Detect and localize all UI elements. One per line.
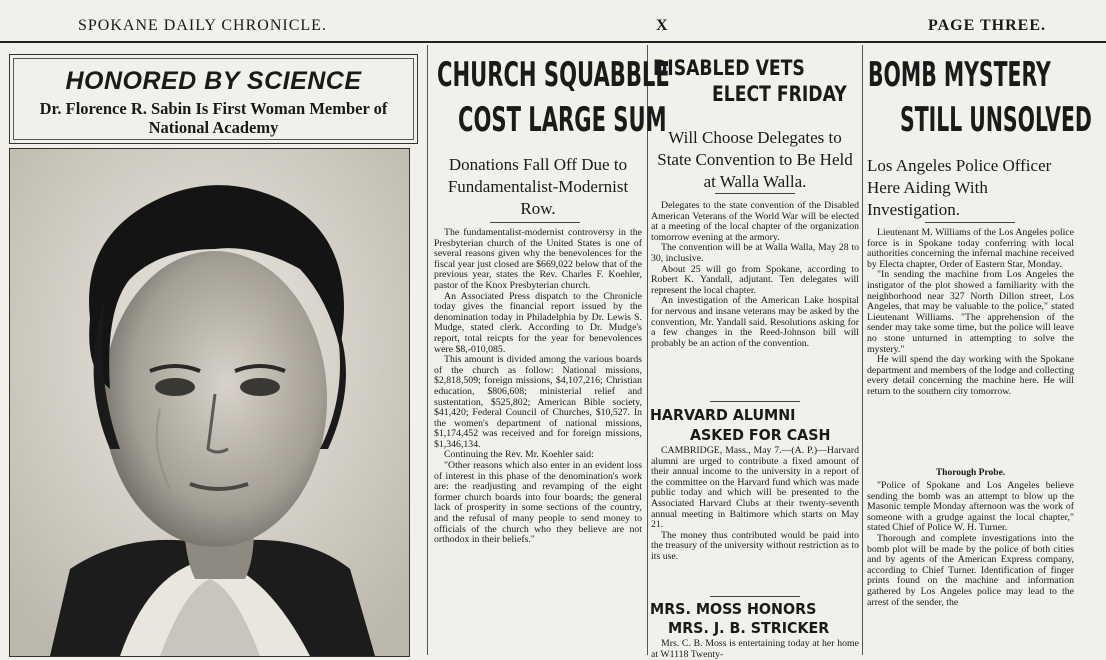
portrait-photo [9,148,410,657]
church-squabble-headline-1: CHURCH SQUABBLE [437,55,670,95]
thorough-probe-subhead: Thorough Probe. [935,468,1006,478]
deck-rule [490,222,580,223]
newspaper-name: SPOKANE DAILY CHRONICLE. [78,17,327,34]
paragraph: "In sending the machine from Los Angeles the instigator of the plot showed a familiarity with the neighborhood near 327 North Dillon street, Los Angeles, that may be valuable to the police," stated Lieutenant Williams. "The apprehension of the sender may take some time, but the police will leave no stone unturned in attempting to solve the mystery." [867,269,1074,355]
church-squabble-deck: Donations Fall Off Due to Fundamentalist-Modernist Row. [447,155,629,218]
masthead-rule [0,41,1106,43]
honored-by-science-box [9,54,418,144]
deck-rule [715,193,795,194]
disabled-vets-headline-1: DISABLED VETS [653,56,805,80]
paragraph: The fundamentalist-modernist controversy in the Presbyterian church of the United States is one of several reasons given why the benevolences for the fiscal year just closed are $669,022 below that of the previous year, states the Rev. Charles F. Koehler, pastor of the Knox Presbyterian church. [434,227,642,291]
paragraph: He will spend the day working with the Spokane department and members of the lodge and collecting every detail concerning the machine here. He will return to the southern city tomorrow. [867,354,1074,397]
paragraph: Delegates to the state convention of the Disabled American Veterans of the World War will be elected at a meeting of the local chapter of the organization tomorrow evening at the armory. [651,200,859,243]
paragraph: Lieutenant M. Williams of the Los Angeles police force is in Spokane today conferring with local authorities concerning the infernal machine received by Electa chapter, Order of Eastern Star, Monday. [867,227,1074,270]
masthead [0,0,1106,40]
paragraph: This amount is divided among the various boards of the church as follow: National missions, $2,818,509; foreign missions, $4,107,216; Christian education, $806,608; ministerial relief and sustentation, $525,802; American Bible society, $41,420; Federal Council of Churches, $10,527. In the women's department of national missions, $1,174,452 was received and for foreign missions, $1,346,134. [434,354,642,450]
deck-rule [925,222,1015,223]
bomb-mystery-deck: Los Angeles Police Officer Here Aiding With Investigation. [867,156,1052,219]
column-divider [862,45,863,655]
disabled-vets-body [651,201,859,349]
harvard-headline-1: HARVARD ALUMNI [650,406,796,424]
portrait-illustration [10,149,409,656]
harvard-body [651,446,859,563]
paragraph: An Associated Press dispatch to the Chronicle today gives the financial report issued by the denomination today in Philadelphia by Dr. Lewis S. Mudge, stated clerk. According to Dr. Mudge's report, total reicpts for the year for benevolences were $8,-010,085. [434,290,642,355]
page-number: PAGE THREE. [928,17,1046,34]
paragraph: About 25 will go from Spokane, according to Robert K. Yandall, adjutant. Ten delegates will represent the local chapter. [651,263,859,296]
paragraph: CAMBRIDGE, Mass., May 7.—(A. P.)—Harvard alumni are urged to contribute a fixed amount of their annual income to the university in a report of the committee on the Harvard fund which was made public today and which will be presented to the Associated Harvard Clubs at their twenty-seventh annual meeting in Baltimore which starts on May 21. [651,445,859,531]
story-rule [710,401,800,402]
paragraph: An investigation of the American Lake hospital for nervous and insane veterans may be asked by the convention, Mr. Yandall said. Resolutions asking for a few changes in the Reed-Johnson bill will probably be an action of the convention. [651,295,859,349]
disabled-vets-headline-2: ELECT FRIDAY [712,82,847,106]
paragraph: "Other reasons which also enter in an evident loss of interest in this phase of the denomination's work are: the readjusting and revamping of the eight former church boards into four boards; the general lack of prosperity in some sections of the country, and the refusal of many people to send money to officials of the church who they believe are not orthodox in their beliefs." [434,460,642,546]
harvard-headline-2: ASKED FOR CASH [690,426,831,444]
moss-headline-1: MRS. MOSS HONORS [650,600,817,618]
bomb-mystery-body [867,228,1074,398]
bomb-mystery-headline-2: STILL UNSOLVED [900,100,1092,140]
paragraph: The convention will be at Walla Walla, May 28 to 30, inclusive. [651,242,859,264]
disabled-vets-deck: Will Choose Delegates to State Convention to Be Held at Walla Walla. [657,128,853,191]
paragraph: The money thus contributed would be paid into the treasury of the university without restriction as to its use. [651,529,859,562]
church-squabble-headline-2: COST LARGE SUM [458,100,667,140]
bomb-mystery-body-2 [867,481,1074,608]
moss-body [651,639,859,660]
paragraph: Continuing the Rev. Mr. Koehler said: [444,449,594,461]
column-divider [427,45,428,655]
feature-subtitle: Dr. Florence R. Sabin Is First Woman Member of National Academy [39,99,388,137]
section-marker: X [656,17,669,34]
moss-headline-2: MRS. J. B. STRICKER [668,619,830,637]
paragraph: Mrs. C. B. Moss is entertaining today at her home at W1118 Twenty- [651,638,859,660]
church-squabble-body [434,228,642,546]
bomb-mystery-headline-1: BOMB MYSTERY [868,55,1051,95]
paragraph: Thorough and complete investigations into the bomb plot will be made by the police of both cities and by agents of the American Express company, according to Chief Turner. Identification of finger prints found on the machine and information gathered by Los Angeles police may lead to the arrest of the sender, the [867,532,1074,608]
paragraph: "Police of Spokane and Los Angeles believe sending the bomb was an attempt to blow up the Masonic temple Monday afternoon was the work of someone with a grudge against the local chapter," stated Chief of Police W. H. Turner. [867,480,1074,534]
feature-title: HONORED BY SCIENCE [65,67,362,95]
story-rule [710,596,800,597]
